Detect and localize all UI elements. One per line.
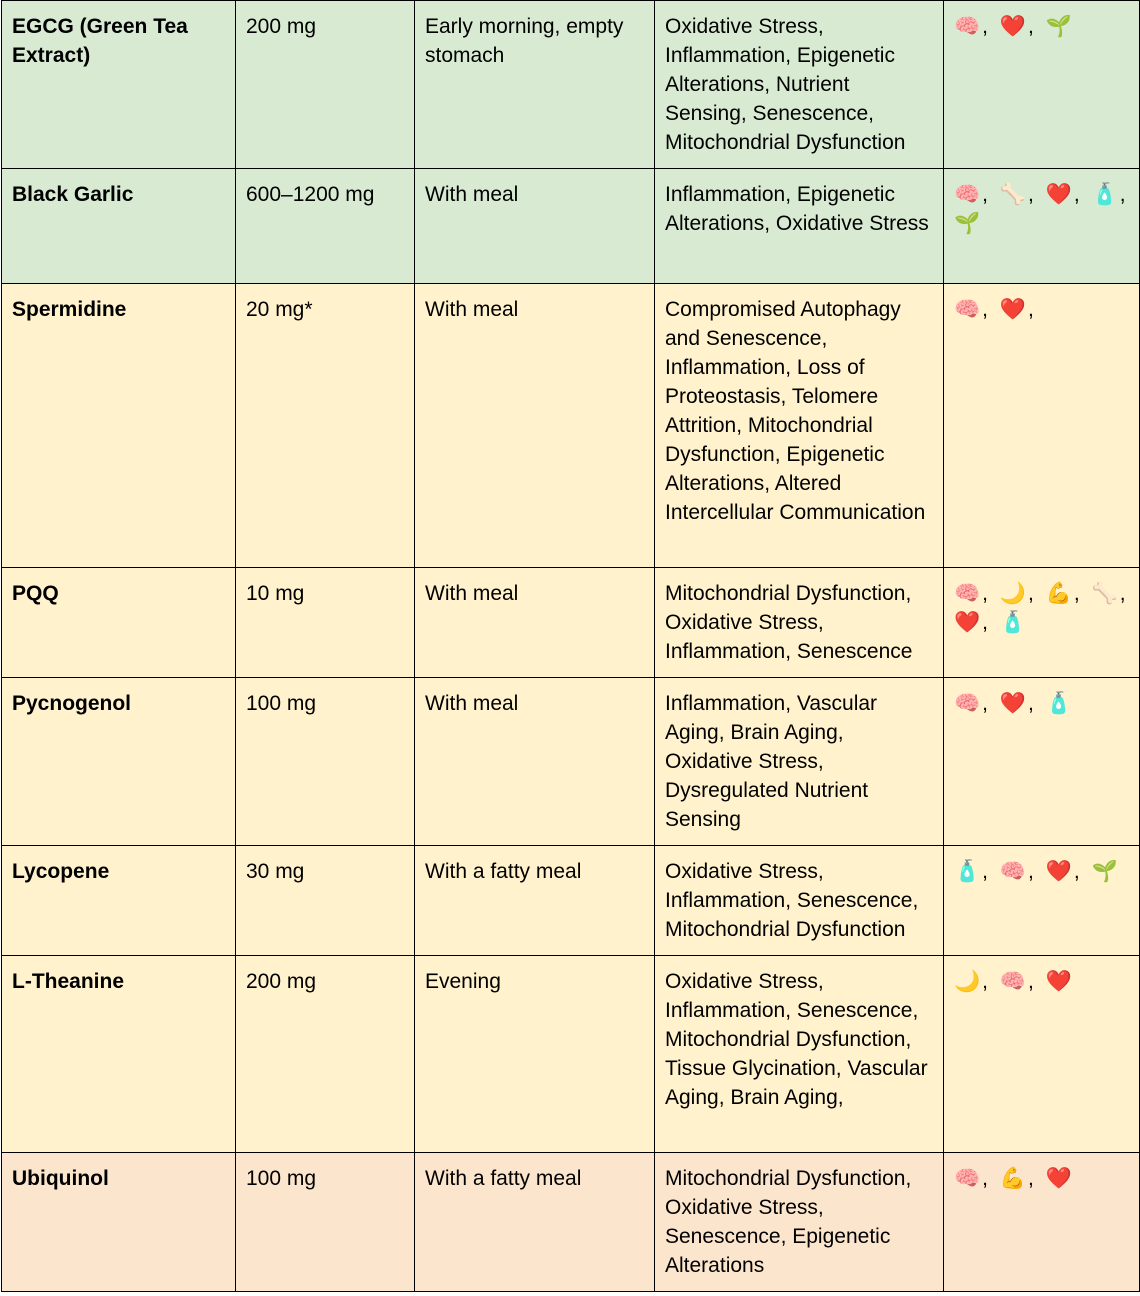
icon-separator: ,: [982, 860, 988, 883]
table-body: [2, 1, 1140, 1292]
brain-icon: 🧠: [954, 15, 981, 38]
dose: 200 mg: [236, 1, 415, 169]
benefit-icons: [944, 956, 1140, 1153]
table-row: [2, 956, 1140, 1153]
table-row: [2, 1153, 1140, 1292]
heart-icon: ❤️: [999, 692, 1026, 715]
icon-separator: ,: [1028, 692, 1034, 715]
benefit-icons: [944, 284, 1140, 568]
dose: 100 mg: [236, 678, 415, 846]
dose: 100 mg: [236, 1153, 415, 1292]
supplement-name: Lycopene: [2, 846, 236, 956]
icon-separator: ,: [1028, 298, 1034, 321]
benefit-icons: [944, 169, 1140, 284]
hallmarks: Oxidative Stress, Inflammation, Epigenetic Alterations, Nutrient Sensing, Senescence, Mitochondrial Dysfunction: [655, 1, 944, 169]
moon-icon: 🌙: [999, 582, 1026, 605]
brain-icon: 🧠: [954, 582, 981, 605]
supplement-name: PQQ: [2, 568, 236, 678]
supplement-name: L-Theanine: [2, 956, 236, 1153]
dose: 30 mg: [236, 846, 415, 956]
heart-icon: ❤️: [1045, 970, 1072, 993]
bone-icon: 🦴: [1091, 582, 1118, 605]
dose: 20 mg*: [236, 284, 415, 568]
benefit-icons: [944, 568, 1140, 678]
icon-separator: ,: [1028, 860, 1034, 883]
dose: 10 mg: [236, 568, 415, 678]
icon-separator: ,: [1028, 970, 1034, 993]
heart-icon: ❤️: [1045, 183, 1072, 206]
supplement-name: Ubiquinol: [2, 1153, 236, 1292]
benefit-icons: [944, 1153, 1140, 1292]
hallmarks: Inflammation, Epigenetic Alterations, Oxidative Stress: [655, 169, 944, 284]
supplement-name: EGCG (Green Tea Extract): [2, 1, 236, 169]
bone-icon: 🦴: [999, 183, 1026, 206]
icon-separator: ,: [1119, 582, 1126, 605]
lotion-bottle-icon: 🧴: [1045, 692, 1072, 715]
flexed-biceps-icon: 💪: [1045, 582, 1072, 605]
benefit-icons: [944, 678, 1140, 846]
hallmarks: Compromised Autophagy and Senescence, Inflammation, Loss of Proteostasis, Telomere Attrition, Mitochondrial Dysfunction, Epigenetic Alterations, Altered Intercellular Communication: [655, 284, 944, 568]
icon-separator: ,: [982, 183, 988, 206]
brain-icon: 🧠: [954, 298, 981, 321]
icon-separator: ,: [982, 298, 988, 321]
table-row: [2, 568, 1140, 678]
supplement-name: Black Garlic: [2, 169, 236, 284]
icon-separator: ,: [982, 692, 988, 715]
sprout-icon: 🌱: [1091, 860, 1118, 883]
timing: With meal: [415, 568, 655, 678]
table-row: [2, 1, 1140, 169]
heart-icon: ❤️: [999, 15, 1026, 38]
icon-separator: ,: [1119, 183, 1126, 206]
icon-separator: ,: [982, 611, 988, 634]
heart-icon: ❤️: [999, 298, 1026, 321]
table-row: [2, 169, 1140, 284]
icon-separator: ,: [1028, 582, 1034, 605]
table-row: [2, 678, 1140, 846]
heart-icon: ❤️: [954, 611, 981, 634]
supplement-name: Spermidine: [2, 284, 236, 568]
timing: With meal: [415, 169, 655, 284]
icon-separator: ,: [1073, 860, 1080, 883]
icon-separator: ,: [1073, 183, 1080, 206]
icon-separator: ,: [1028, 1167, 1034, 1190]
icon-separator: ,: [1073, 582, 1080, 605]
hallmarks: Oxidative Stress, Inflammation, Senescence, Mitochondrial Dysfunction: [655, 846, 944, 956]
brain-icon: 🧠: [999, 970, 1026, 993]
benefit-icons: [944, 1, 1140, 169]
table-row: [2, 846, 1140, 956]
moon-icon: 🌙: [954, 970, 981, 993]
lotion-bottle-icon: 🧴: [999, 611, 1026, 634]
brain-icon: 🧠: [954, 1167, 981, 1190]
brain-icon: 🧠: [954, 183, 981, 206]
brain-icon: 🧠: [954, 692, 981, 715]
icon-separator: ,: [982, 15, 988, 38]
hallmarks: Oxidative Stress, Inflammation, Senescence, Mitochondrial Dysfunction, Tissue Glycination, Vascular Aging, Brain Aging,: [655, 956, 944, 1153]
timing: With a fatty meal: [415, 1153, 655, 1292]
icon-separator: ,: [982, 1167, 988, 1190]
benefit-icons: [944, 846, 1140, 956]
icon-separator: ,: [982, 582, 988, 605]
sprout-icon: 🌱: [954, 212, 981, 235]
dose: 600–1200 mg: [236, 169, 415, 284]
supplements-table: [1, 0, 1140, 1292]
timing: With a fatty meal: [415, 846, 655, 956]
table-row: [2, 284, 1140, 568]
lotion-bottle-icon: 🧴: [1091, 183, 1118, 206]
timing: With meal: [415, 678, 655, 846]
lotion-bottle-icon: 🧴: [954, 860, 981, 883]
timing: With meal: [415, 284, 655, 568]
timing: Early morning, empty stomach: [415, 1, 655, 169]
brain-icon: 🧠: [999, 860, 1026, 883]
timing: Evening: [415, 956, 655, 1153]
hallmarks: Mitochondrial Dysfunction, Oxidative Stress, Senescence, Epigenetic Alterations: [655, 1153, 944, 1292]
hallmarks: Inflammation, Vascular Aging, Brain Aging, Oxidative Stress, Dysregulated Nutrient Sensing: [655, 678, 944, 846]
icon-separator: ,: [982, 970, 988, 993]
flexed-biceps-icon: 💪: [999, 1167, 1026, 1190]
heart-icon: ❤️: [1045, 860, 1072, 883]
icon-separator: ,: [1028, 183, 1034, 206]
hallmarks: Mitochondrial Dysfunction, Oxidative Stress, Inflammation, Senescence: [655, 568, 944, 678]
heart-icon: ❤️: [1045, 1167, 1072, 1190]
sprout-icon: 🌱: [1045, 15, 1072, 38]
supplement-name: Pycnogenol: [2, 678, 236, 846]
dose: 200 mg: [236, 956, 415, 1153]
icon-separator: ,: [1028, 15, 1034, 38]
